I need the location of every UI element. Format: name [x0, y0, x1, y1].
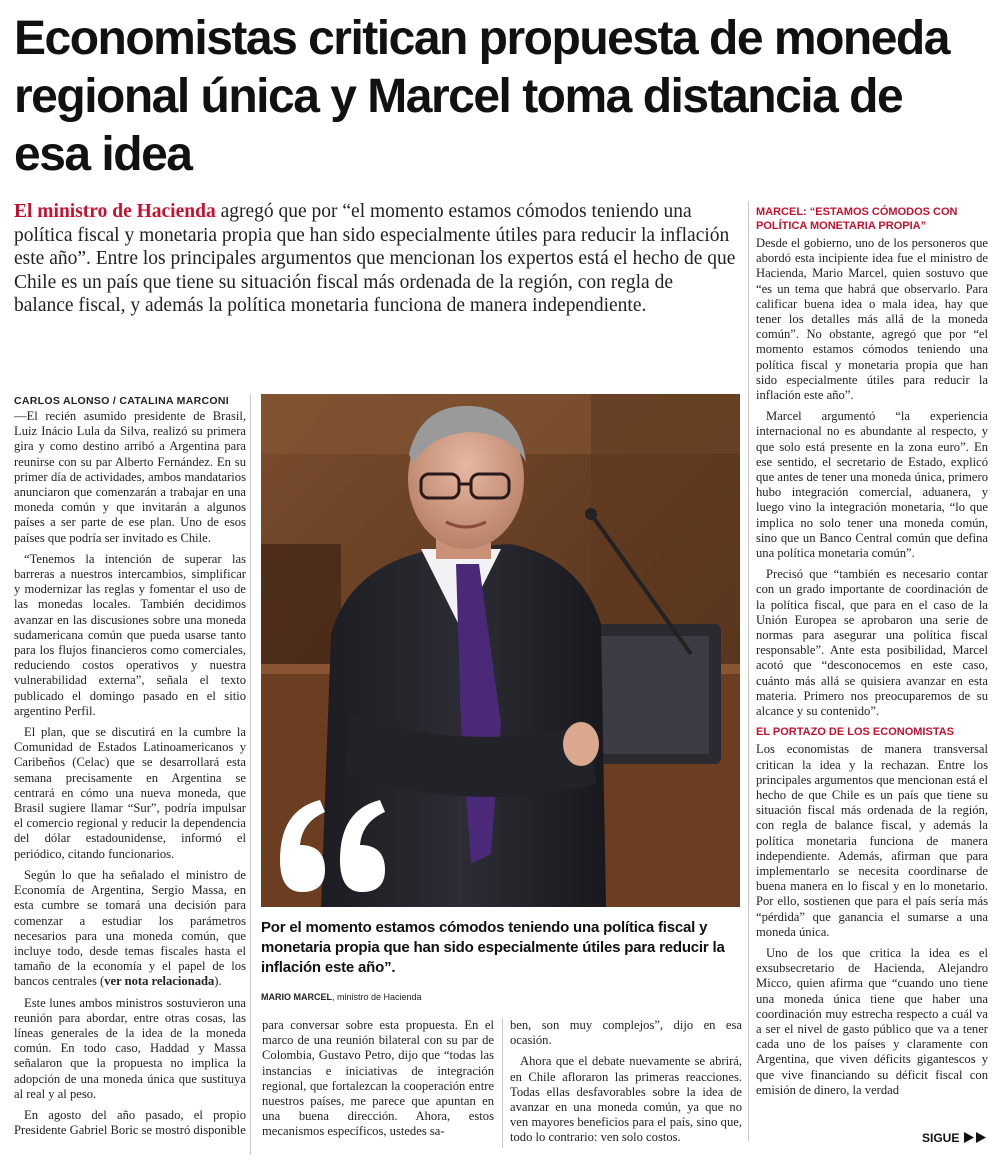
quote-mark-icon	[270, 790, 400, 900]
paragraph-text-end: ).	[214, 974, 222, 989]
paragraph: ben, son muy complejos”, dijo en esa ocasión.	[510, 1018, 742, 1048]
column-divider	[250, 395, 251, 1155]
subhead-marcel: MARCEL: “ESTAMOS CÓMODOS CON POLÍTICA MONETARIA PROPIA”	[756, 206, 958, 232]
lede-kicker: El ministro de Hacienda	[14, 201, 216, 222]
paragraph: En agosto del año pasado, el propio Presidente Gabriel Boric se mostró disponible	[14, 1107, 246, 1138]
column-divider	[748, 201, 749, 1141]
article-column-3	[510, 1018, 742, 1148]
paragraph: Este lunes ambos ministros sostuvieron una reunión para abordar, entre otras cosas, las líneas generales de la idea de la moneda común. En todo caso, Haddad y Massa señalaron que la propuesta no implica la adopción de una moneda única que sustituya al real y al peso.	[14, 995, 246, 1101]
paragraph: para conversar sobre esta propuesta. En el marco de una reunión bilateral con su par de Colombia, Gustavo Petro, dijo que “todas las instancias e iniciativas de integración regional, que fortalezcan la cooperación entre nuestros países, me parece que apuntan en una buena dirección. Ahora, estos mecanismos específicos, ustedes sa-	[262, 1018, 494, 1139]
paragraph: Desde el gobierno, uno de los personeros que abordó esta incipiente idea fue el ministro de Hacienda, Mario Marcel, quien sostuvo que “es un tema que habrá que observarlo. Para calificar buena idea o mala idea, hay que tener los detalles más allá de la moneda común”. No obstante, agregó que por “el momento estamos cómodos teniendo una política fiscal y monetaria propia que han sido especialmente útiles para reducir la inflación este año”.	[756, 236, 988, 403]
paragraph-text: Según lo que ha señalado el ministro de Economía de Argentina, Sergio Massa, en esta cumbre se tomará una decisión para comenzar a estudiar los parámetros necesarios para una moneda común, que incluye todo, desde temas fiscales hasta el tamaño de la economía y el papel de los bancos centrales (	[14, 867, 246, 989]
paragraph: Los economistas de manera transversal critican la idea y la rechazan. Entre los principales argumentos que mencionan está el hecho de que Chile es un país que tiene su situación fiscal más ordenada de la región, con regla de balance fiscal, y además la política monetaria funciona de manera independiente. Además, afirman que para implementarlo se necesita coordinarse de buena manera en lo fiscal y en lo monetario. Por ello, sostienen que para el país sería más “pérdida” que ganancia el sumarse a una moneda única.	[756, 742, 988, 939]
column-divider	[502, 1018, 503, 1148]
paragraph: Marcel argumentó “la experiencia internacional no es abundante al respecto, y que solo está presente en la zona euro”. En ese sentido, el secretario de Estado, explicó que antes de tener una moneda única, primero hubo integración comercial, aduanera, y luego vino la integración monetaria, “lo que implica no solo tener una moneda común, sino que un Banco Central común que defina una política monetaria común”.	[756, 409, 988, 561]
headline: Economistas critican propuesta de moneda regional única y Marcel toma distancia de esa idea	[14, 12, 949, 181]
paragraph: Ahora que el debate nuevamente se abrirá, en Chile afloraron las primeras reacciones. Todas ellas desfavorables sobre la idea de avanzar en una moneda común, ya que no ven mayores beneficios para el país, sino que, todo lo contrario: ven solo costos.	[510, 1054, 742, 1145]
pull-quote-attribution	[261, 992, 422, 1002]
attribution-role: , ministro de Hacienda	[332, 992, 422, 1002]
related-note-link[interactable]: ver nota relacionada	[104, 974, 215, 989]
lede-text: agregó que por “el momento estamos cómodos teniendo una política fiscal y monetaria propia que han sido especialmente útiles para reducir la inflación este año”. Entre los principales argumentos que mencionan los expertos está el hecho de que Chile es un país que tiene su situación fiscal más ordenada de la región, con regla de balance fiscal, y además la política monetaria funciona de manera independiente.	[14, 201, 736, 316]
continue-marker[interactable]	[922, 1131, 989, 1145]
byline: CARLOS ALONSO / CATALINA MARCONI	[14, 395, 229, 407]
double-arrow-right-icon	[963, 1132, 989, 1143]
paragraph: “Tenemos la intención de superar las barreras a nuestros intercambios, simplificar y modernizar las reglas y fomentar el uso de las monedas locales. También decidimos avanzar en las discusiones sobre una moneda sudamericana común que pueda usarse tanto para los flujos financieros como comerciales, reduciendo costos operativos y nuestra vulnerabilidad externa”, señala el texto publicado el domingo pasado en el sitio argentino Perfil.	[14, 551, 246, 718]
paragraph: —El recién asumido presidente de Brasil, Luiz Inácio Lula da Silva, realizó su primera gira y como destino arribó a Argentina para reunirse con su par Alberto Fernández. En su primer día de actividades, ambos mandatarios anunciaron que comenzarán a trabajar en una moneda común y que invitarán a algunos países a ser parte de ese plan. Uno de esos países que podría ser invitado es Chile.	[14, 409, 246, 545]
attribution-name: MARIO MARCEL	[261, 992, 332, 1002]
paragraph: Precisó que “también es necesario contar con un grado importante de coordinación de la política fiscal, que para en el caso de la Unión Europea se aprobaron una serie de normas para asegurar una política fiscal responsable”. Ante esta posibilidad, Marcel acotó que “desconocemos en este caso, cuánto más allá se quisiera avanzar en esta materia. Primero nos preocuparemos de su alcance y su contenido”.	[756, 567, 988, 719]
article-column-4	[756, 201, 988, 1141]
subhead-economistas: EL PORTAZO DE LOS ECONOMISTAS	[756, 726, 955, 739]
pull-quote: Por el momento estamos cómodos teniendo una política fiscal y monetaria propia que han sido especialmente útiles para reducir la inflación este año”.	[261, 919, 725, 976]
paragraph: Uno de los que critica la idea es el exsubsecretario de Hacienda, Alejandro Micco, quien afirma que “cuando uno tiene una moneda única tiene que haber una coordinación muy estrecha respecto a cuál va a ser el nivel de gasto público que va a tener cada uno de los países y claramente con Argentina, que viven déficits gigantescos y que vive financiando su déficit fiscal con emisión de dinero, la verdad	[756, 945, 988, 1097]
sigue-label: SIGUE	[922, 1131, 960, 1145]
lede	[14, 200, 736, 318]
article-column-2	[262, 1018, 494, 1148]
paragraph: El plan, que se discutirá en la cumbre la Comunidad de Estados Latinoamericanos y Caribeños (Celac) que se desarrollará esta semana precisamente en Argentina se centrará en cómo una nueva moneda, que Brasil sugiere llamar “Sur”, podría impulsar el comercio regional y reducir la dependencia del dólar estadounidense, informó el periódico, citando funcionarios.	[14, 725, 246, 861]
article-column-1	[14, 395, 246, 1155]
paragraph	[14, 868, 246, 990]
